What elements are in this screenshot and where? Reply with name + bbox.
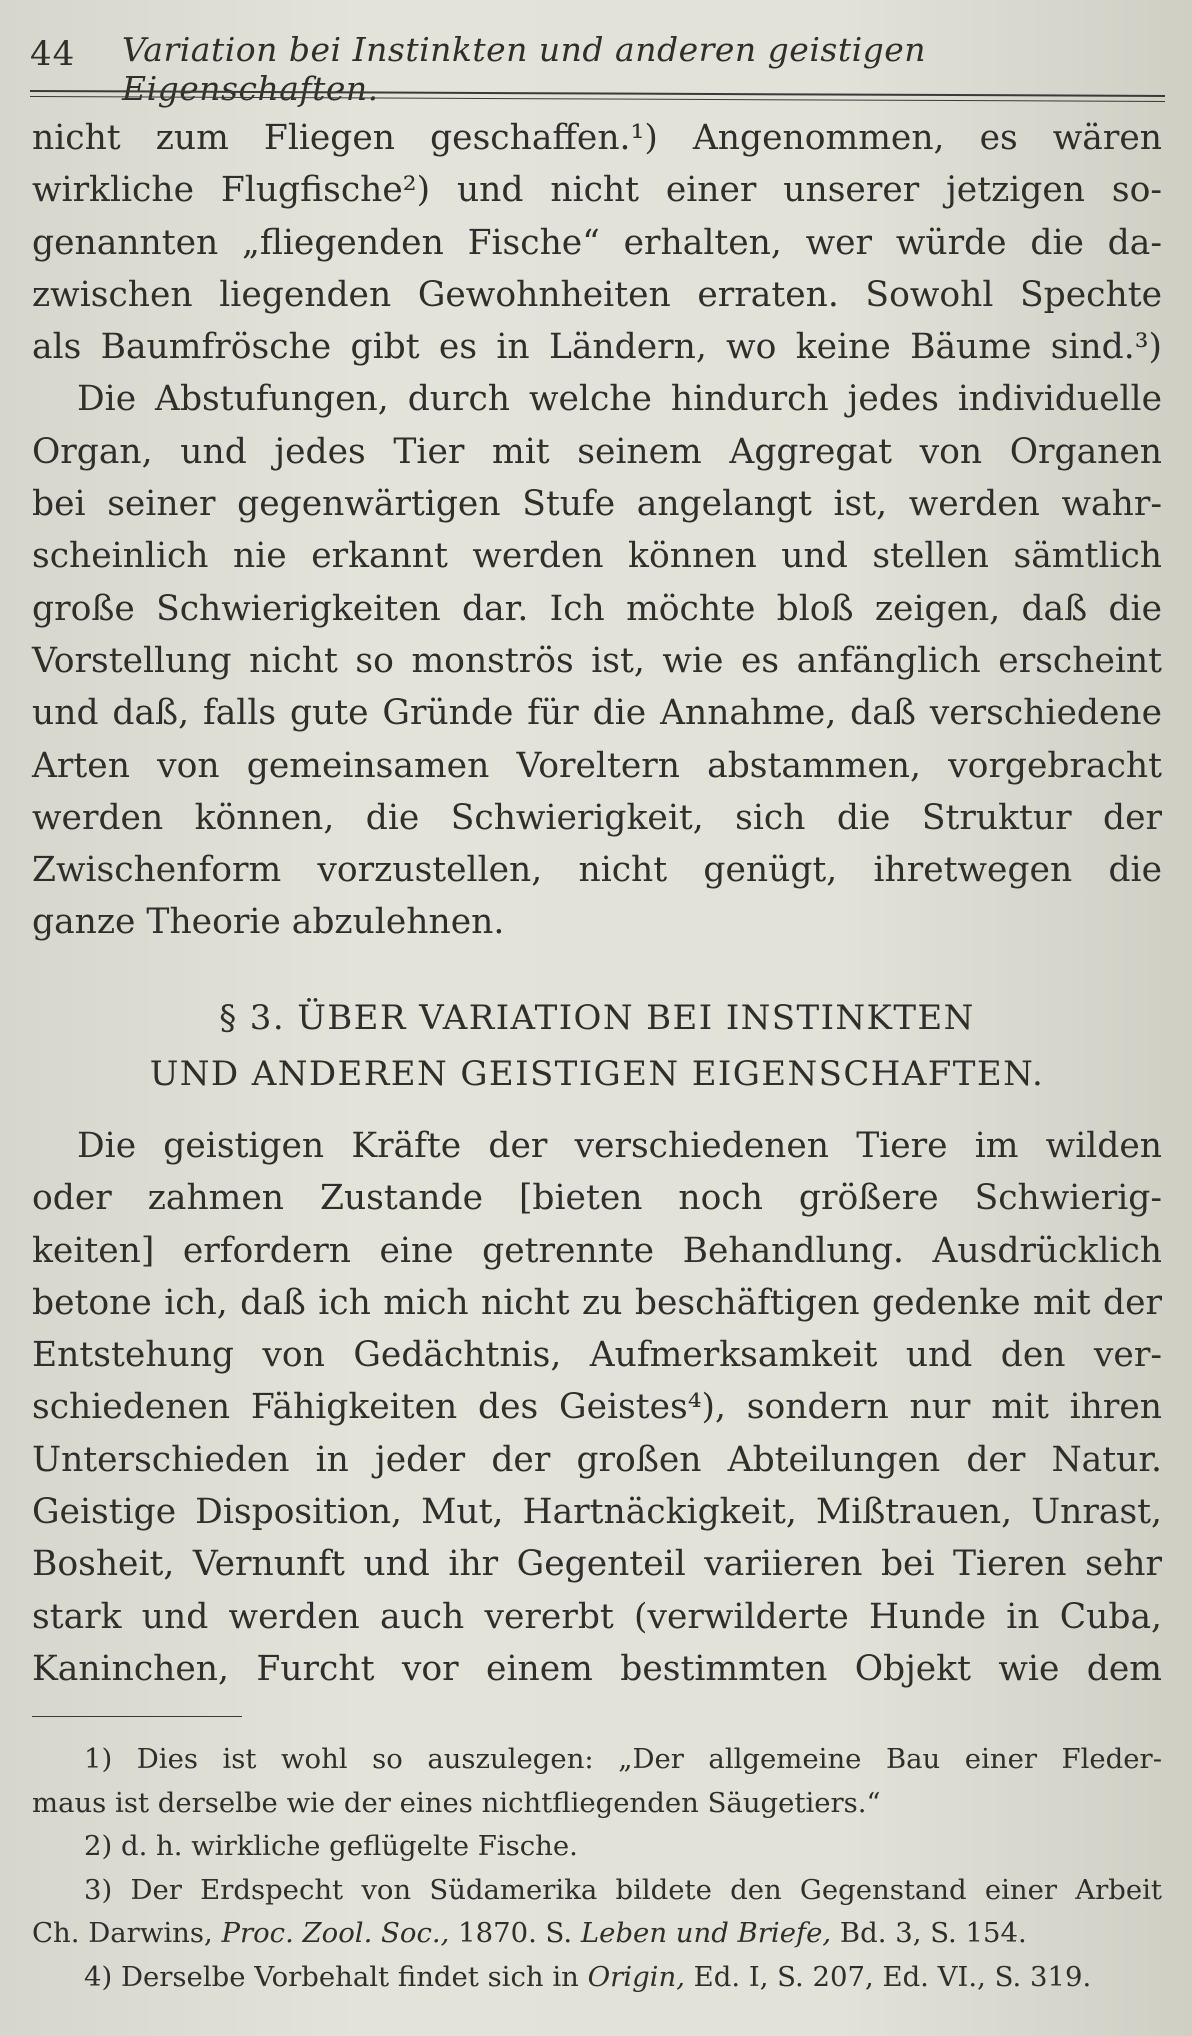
footnote-3-line-2 — [32, 1912, 1162, 1956]
text-line: Unterschieden in jeder der großen Abteilungen der Natur. — [32, 1439, 1162, 1480]
section-heading — [32, 990, 1162, 1102]
footnote-3-line-1: 3) Der Erdspecht von Südamerika bildete den Gegenstand einer Arbeit — [84, 1873, 1162, 1906]
text-line: Die geistigen Kräfte der verschiedenen Tiere im wilden — [77, 1126, 1162, 1166]
footnote-2: 2) d. h. wirkliche geflügelte Fische. — [84, 1830, 578, 1862]
footnotes — [32, 1738, 1162, 1999]
text-line: große Schwierigkeiten dar. Ich möchte bloß zeigen, daß die — [32, 588, 1162, 629]
text-line: Organ, und jedes Tier mit seinem Aggregat von Organen — [32, 431, 1162, 472]
text-line: ganze Theorie abzulehnen. — [32, 902, 505, 943]
text-line: Geistige Disposition, Mut, Hartnäckigkeit, Mißtrauen, Unrast, — [32, 1492, 1162, 1533]
fn4-origin: Origin, — [587, 1960, 685, 1993]
text-line: Arten von gemeinsamen Voreltern abstammen, vorgebracht — [32, 745, 1162, 786]
footnote-1-line-1: 1) Dies ist wohl so auszulegen: „Der allgemeine Bau einer Fleder- — [84, 1743, 1162, 1775]
text-line: und daß, falls gute Gründe für die Annahme, daß verschiedene — [32, 693, 1162, 734]
section-heading-line2: UND ANDEREN GEISTIGEN EIGENSCHAFTEN. — [149, 1054, 1045, 1094]
text-line: schiedenen Fähigkeiten des Geistes⁴), sondern nur mit ihren — [32, 1387, 1162, 1428]
footnote-rule — [32, 1716, 242, 1717]
text-line: betone ich, daß ich mich nicht zu beschäftigen gedenke mit der — [32, 1282, 1162, 1323]
text-line: wirkliche Flugfische²) und nicht einer unserer jetzigen so- — [32, 170, 1162, 211]
text-line: Zwischenform vorzustellen, nicht genügt, ihretwegen die — [32, 850, 1162, 891]
text-line: oder zahmen Zustande [bieten noch größere Schwierig- — [32, 1178, 1162, 1219]
text-line: Entstehung von Gedächtnis, Aufmerksamkeit und den ver- — [32, 1335, 1162, 1376]
main-text-top — [32, 112, 1162, 949]
page-number: 44 — [30, 34, 76, 74]
main-text-bottom — [32, 1120, 1162, 1695]
text-line: nicht zum Fliegen geschaffen.¹) Angenommen, es wären — [32, 118, 1162, 158]
text-line: keiten] erfordern eine getrennte Behandlung. Ausdrücklich — [32, 1230, 1162, 1271]
text-line: werden können, die Schwierigkeit, sich die Struktur der — [32, 797, 1162, 838]
page-header — [30, 30, 1160, 108]
fn3-journal: Proc. Zool. Soc., — [221, 1917, 450, 1949]
section-heading-line1: § 3. ÜBER VARIATION BEI INSTINKTEN — [219, 998, 975, 1038]
text-line: Bosheit, Vernunft und ihr Gegenteil variieren bei Tieren sehr — [32, 1544, 1162, 1585]
text-line: genannten „fliegenden Fische“ erhalten, wer würde die da- — [32, 222, 1162, 263]
fn3-year: 1870. S. — [449, 1917, 581, 1949]
running-title: Variation bei Instinkten und anderen geistigen Eigenschaften. — [122, 30, 927, 108]
fn4-editions: Ed. I, S. 207, Ed. VI., S. 319. — [684, 1960, 1092, 1993]
text-line: Die Abstufungen, durch welche hindurch jedes individuelle — [77, 379, 1162, 420]
text-line: stark und werden auch vererbt (verwilderte Hunde in Cuba, — [32, 1596, 1162, 1637]
text-line: zwischen liegenden Gewohnheiten erraten. Sowohl Spechte — [32, 274, 1162, 315]
text-line: Kaninchen, Furcht vor einem bestimmten Objekt wie dem — [32, 1648, 1162, 1689]
footnote-1-line-2: maus ist derselbe wie der eines nichtfliegenden Säugetiers.“ — [32, 1786, 881, 1819]
fn3-author: Ch. Darwins, — [32, 1917, 222, 1949]
fn3-volume: Bd. 3, S. 154. — [831, 1917, 1027, 1949]
fn4-text: 4) Derselbe Vorbehalt findet sich in — [84, 1960, 588, 1993]
text-line: scheinlich nie erkannt werden können und stellen sämtlich — [32, 536, 1162, 577]
text-line: Vorstellung nicht so monströs ist, wie es anfänglich erscheint — [32, 640, 1162, 681]
text-line: bei seiner gegenwärtigen Stufe angelangt ist, werden wahr- — [32, 484, 1162, 525]
fn3-book: Leben und Briefe, — [580, 1917, 832, 1949]
text-line: als Baumfrösche gibt es in Ländern, wo keine Bäume sind.³) — [32, 327, 1162, 368]
footnote-4 — [32, 1956, 1162, 2000]
